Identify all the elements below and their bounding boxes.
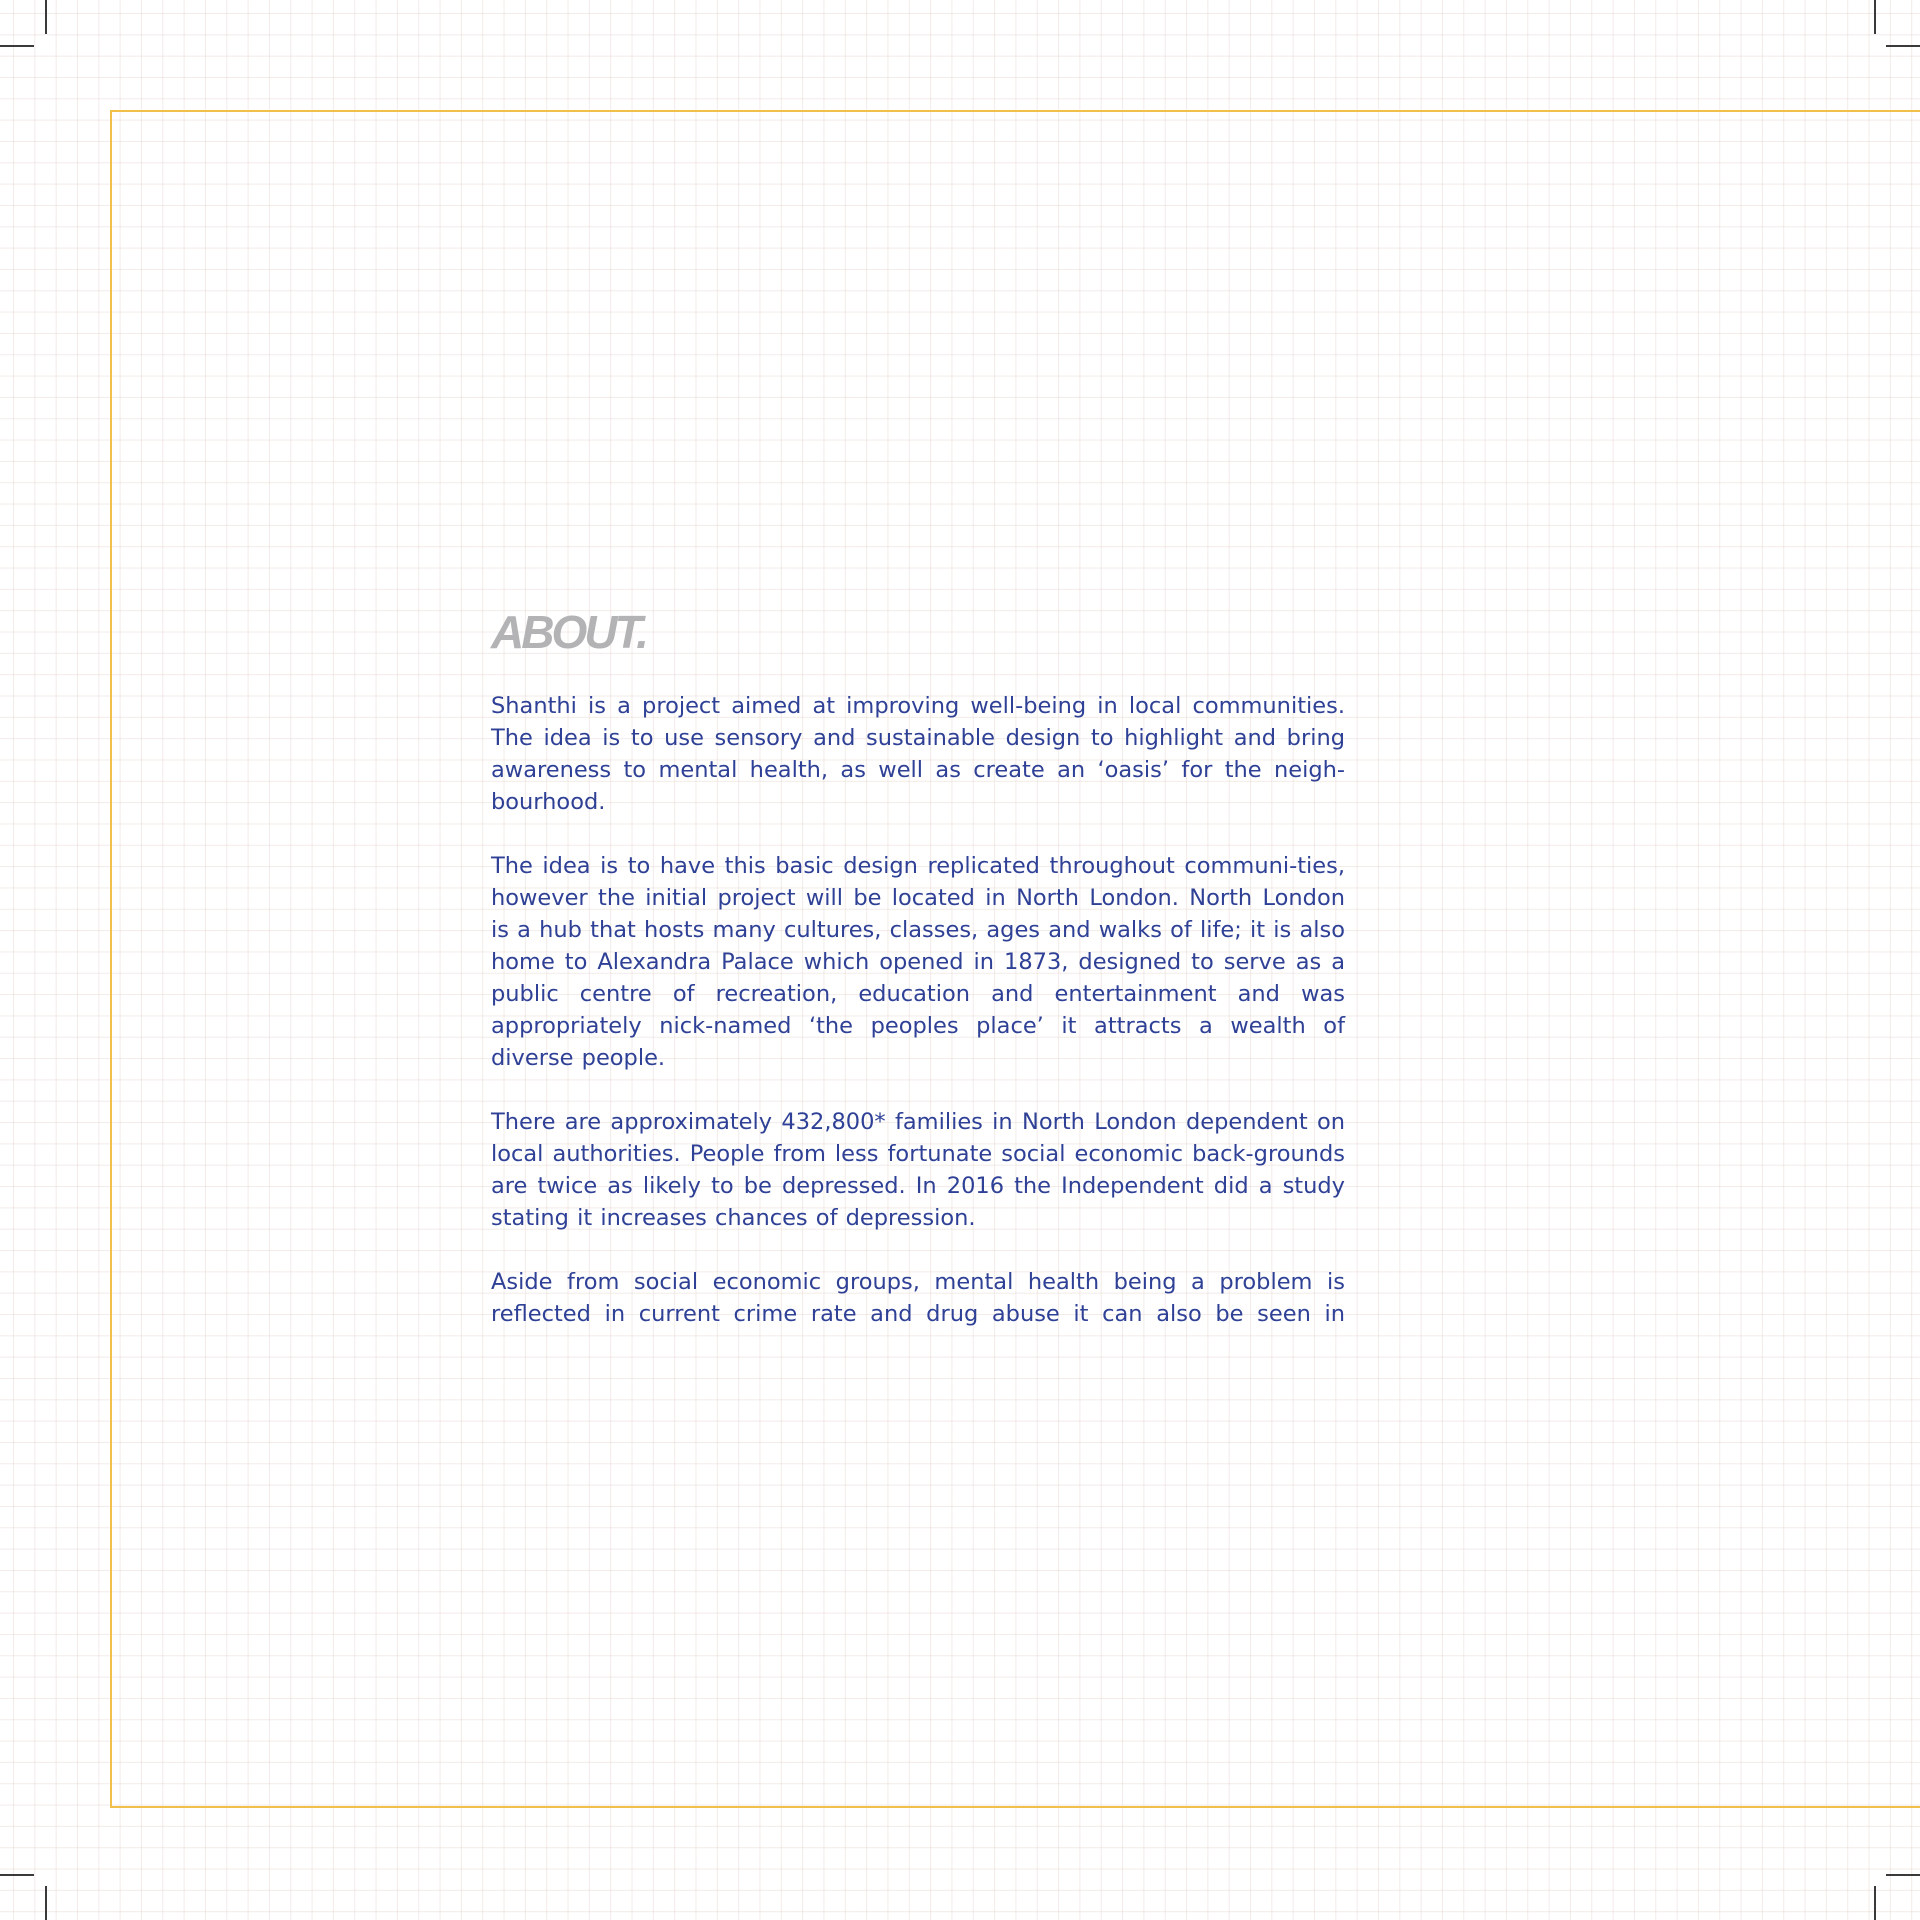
about-heading: ABOUT. bbox=[491, 606, 646, 658]
crop-mark-top-right-horizontal bbox=[1886, 45, 1920, 47]
crop-mark-top-left-vertical bbox=[45, 0, 47, 34]
crop-mark-bottom-right-vertical bbox=[1874, 1886, 1876, 1920]
crop-mark-bottom-left-horizontal bbox=[0, 1874, 34, 1876]
crop-mark-top-right-vertical bbox=[1874, 0, 1876, 34]
crop-mark-bottom-left-vertical bbox=[45, 1886, 47, 1920]
about-paragraph-3: There are approximately 432,800* families in North London dependent on local authorities. People from less fortunate social economic back-grounds are twice as likely to be depressed. In 2016 the Independent did a study stating it increases chances of depression. bbox=[491, 1109, 1345, 1231]
crop-mark-bottom-right-horizontal bbox=[1886, 1874, 1920, 1876]
about-section bbox=[491, 604, 1345, 1362]
crop-mark-top-left-horizontal bbox=[0, 45, 34, 47]
about-paragraph-2: The idea is to have this basic design replicated throughout communi-ties, however the initial project will be located in North London. North London is a hub that hosts many cultures, classes, ages and walks of life; it is also home to Alexandra Palace which opened in 1873, designed to serve as a public centre of recreation, education and entertainment and was appropriately nick-named ‘the peoples place’ it attracts a wealth of diverse people. bbox=[491, 853, 1345, 1071]
about-paragraph-4: Aside from social economic groups, mental health being a problem is reflected in current crime rate and drug abuse it can also be seen in bbox=[491, 1269, 1345, 1327]
about-paragraph-1: Shanthi is a project aimed at improving well-being in local communities. The idea is to use sensory and sustainable design to highlight and bring awareness to mental health, as well as create an ‘oasis’ for the neigh-bourhood. bbox=[491, 693, 1345, 815]
